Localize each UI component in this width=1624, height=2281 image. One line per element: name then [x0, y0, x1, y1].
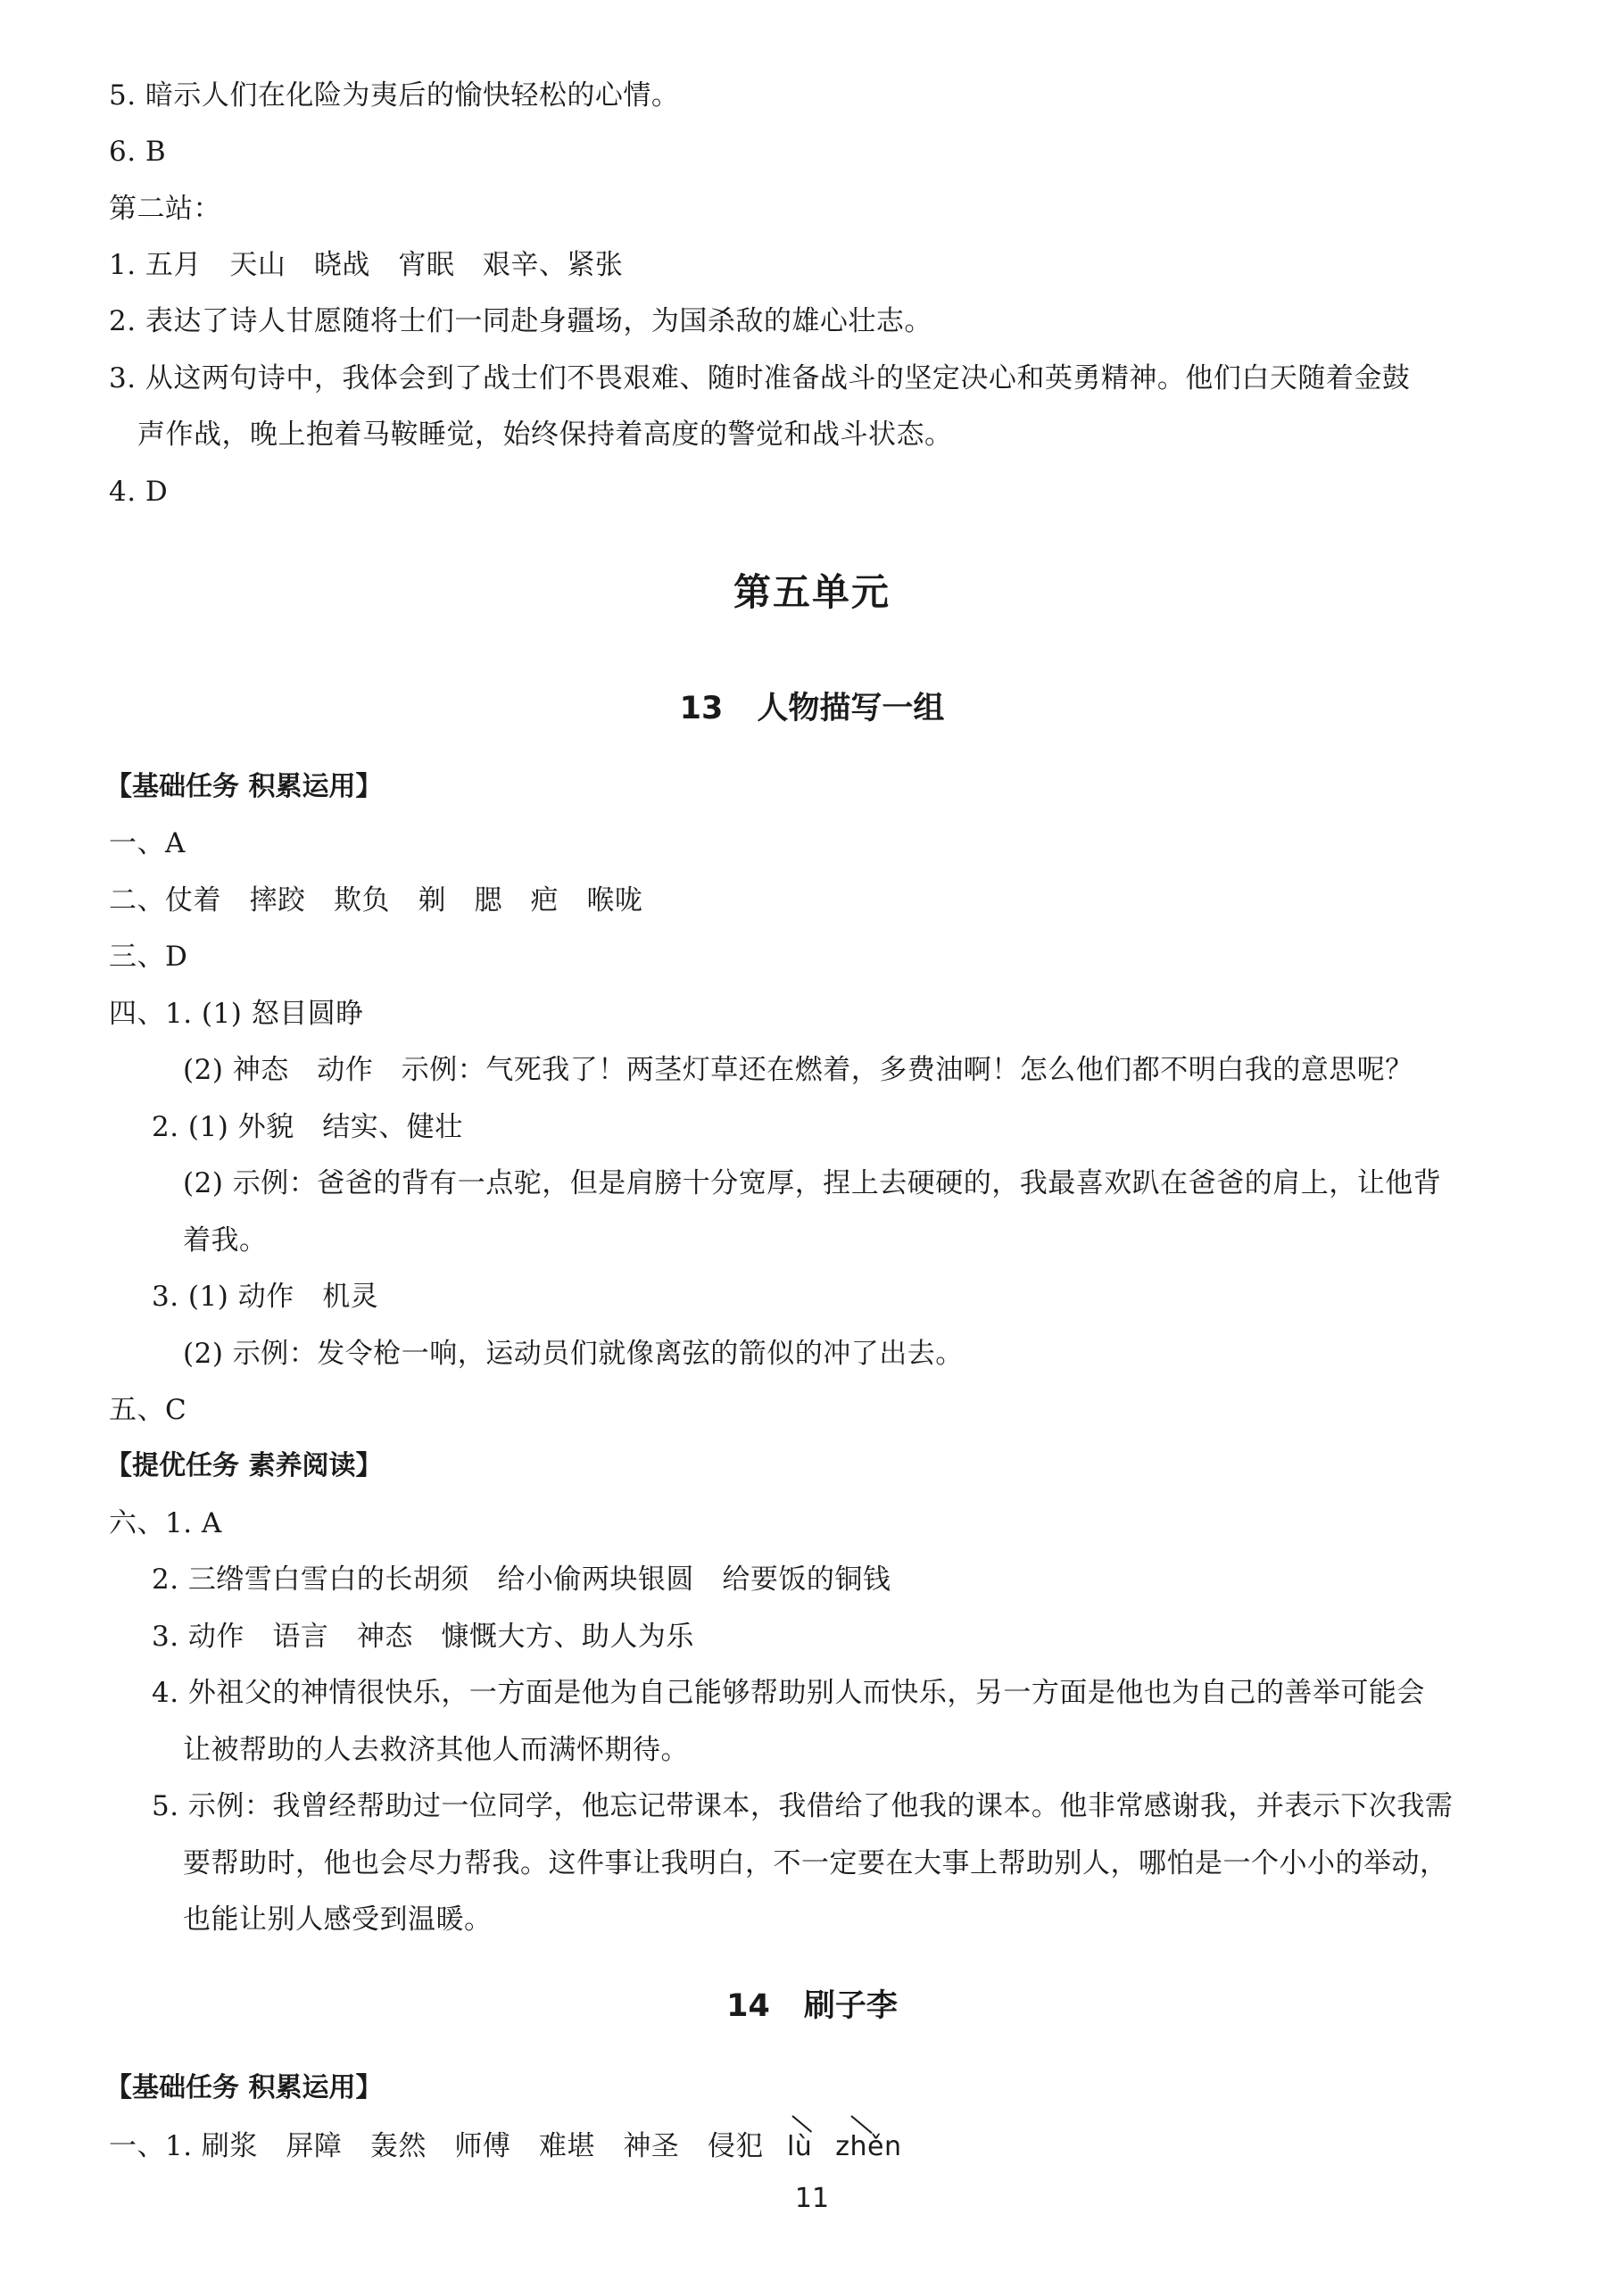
station-2-answer-3-line-2: 声作战，晚上抱着马鞍睡觉，始终保持着高度的警觉和战斗状态。 [137, 419, 953, 451]
lesson-14-number: 14 [726, 1988, 770, 2024]
lesson-13-q4-1-2: (2) 神态 动作 示例：气死我了！两茎灯草还在燃着，多费油啊！怎么他们都不明白我的意思呢？ [183, 1054, 1413, 1086]
lesson-13-q3: 三、D [109, 941, 188, 973]
pinyin-1: lù [786, 2131, 813, 2162]
lesson-13-q4-1-1: 四、1. (1) 怒目圆睁 [109, 998, 364, 1030]
pinyin-correction-2 [835, 2129, 901, 2165]
station-2-answer-2: 2. 表达了诗人甘愿随将士们一同赴身疆场，为国杀敌的雄心壮志。 [109, 305, 932, 337]
lesson-13-r5-line-2: 要帮助时，他也会尽力帮我。这件事让我明白，不一定要在大事上帮助别人，哪怕是一个小小的举动， [183, 1847, 1448, 1879]
station-2-answer-4: 4. D [109, 476, 169, 508]
station-2-answer-1: 1. 五月 天山 晓战 宵眠 艰辛、紧张 [109, 249, 624, 281]
lesson-14-q1 [109, 2128, 902, 2165]
answer-6: 6. B [109, 136, 167, 168]
lesson-13-title: 人物描写一组 [757, 691, 945, 726]
lesson-13-q4-3-2: (2) 示例：发令枪一响，运动员们就像离弦的箭似的冲了出去。 [183, 1338, 964, 1370]
lesson-13-section-advanced: 【提优任务 素养阅读】 [105, 1450, 383, 1481]
lesson-13-r3: 3. 动作 语言 神态 慷慨大方、助人为乐 [152, 1621, 694, 1653]
page-number: 11 [794, 2183, 830, 2214]
station-2-label: 第二站： [109, 193, 221, 225]
lesson-13-q4-3-1: 3. (1) 动作 机灵 [152, 1281, 379, 1313]
lesson-13-q5: 五、C [109, 1394, 187, 1426]
lesson-14-heading [0, 1981, 1624, 2026]
lesson-13-q4-2-2-line-2: 着我。 [183, 1224, 268, 1257]
unit-title: 第五单元 [733, 570, 891, 614]
lesson-13-r2: 2. 三绺雪白雪白的长胡须 给小偷两块银圆 给要饭的铜钱 [152, 1564, 891, 1596]
lesson-13-heading [0, 684, 1624, 728]
lesson-13-section-basic: 【基础任务 积累运用】 [105, 771, 383, 802]
lesson-13-number: 13 [679, 691, 724, 726]
lesson-13-q4-2-2-line-1: (2) 示例：爸爸的背有一点驼，但是肩膀十分宽厚，捏上去硬硬的，我最喜欢趴在爸爸的肩上，让他背 [183, 1167, 1442, 1199]
lesson-13-r5-line-1: 5. 示例：我曾经帮助过一位同学，他忘记带课本，我借给了他我的课本。他非常感谢我，并表示下次我需 [152, 1790, 1454, 1822]
lesson-13-r4-line-1: 4. 外祖父的神情很快乐，一方面是他为自己能够帮助别人而快乐，另一方面是他也为自己的善举可能会 [152, 1677, 1425, 1709]
answer-5: 5. 暗示人们在化险为夷后的愉快轻松的心情。 [109, 79, 680, 112]
lesson-13-r4-line-2: 让被帮助的人去救济其他人而满怀期待。 [183, 1734, 689, 1766]
lesson-13-q2: 二、仗着 摔跤 欺负 剃 腮 疤 喉咙 [109, 884, 643, 917]
pinyin-2: zhěn [835, 2131, 902, 2162]
lesson-13-q1: 一、A [109, 827, 186, 859]
strike-mark-1 [791, 2115, 812, 2133]
station-2-answer-3-line-1: 3. 从这两句诗中，我体会到了战士们不畏艰难、随时准备战斗的坚定决心和英勇精神。他们白天随着金鼓 [109, 362, 1411, 394]
pinyin-correction-1 [787, 2129, 812, 2165]
lesson-13-q4-2-1: 2. (1) 外貌 结实、健壮 [152, 1111, 463, 1143]
lesson-14-q1-text: 一、1. 刷浆 屏障 轰然 师傅 难堪 神圣 侵犯 [109, 2130, 764, 2162]
lesson-13-r1: 六、1. A [109, 1507, 222, 1539]
lesson-13-r5-line-3: 也能让别人感受到温暖。 [183, 1904, 493, 1936]
lesson-14-title: 刷子李 [803, 1988, 898, 2024]
lesson-14-section-basic: 【基础任务 积累运用】 [105, 2072, 383, 2103]
